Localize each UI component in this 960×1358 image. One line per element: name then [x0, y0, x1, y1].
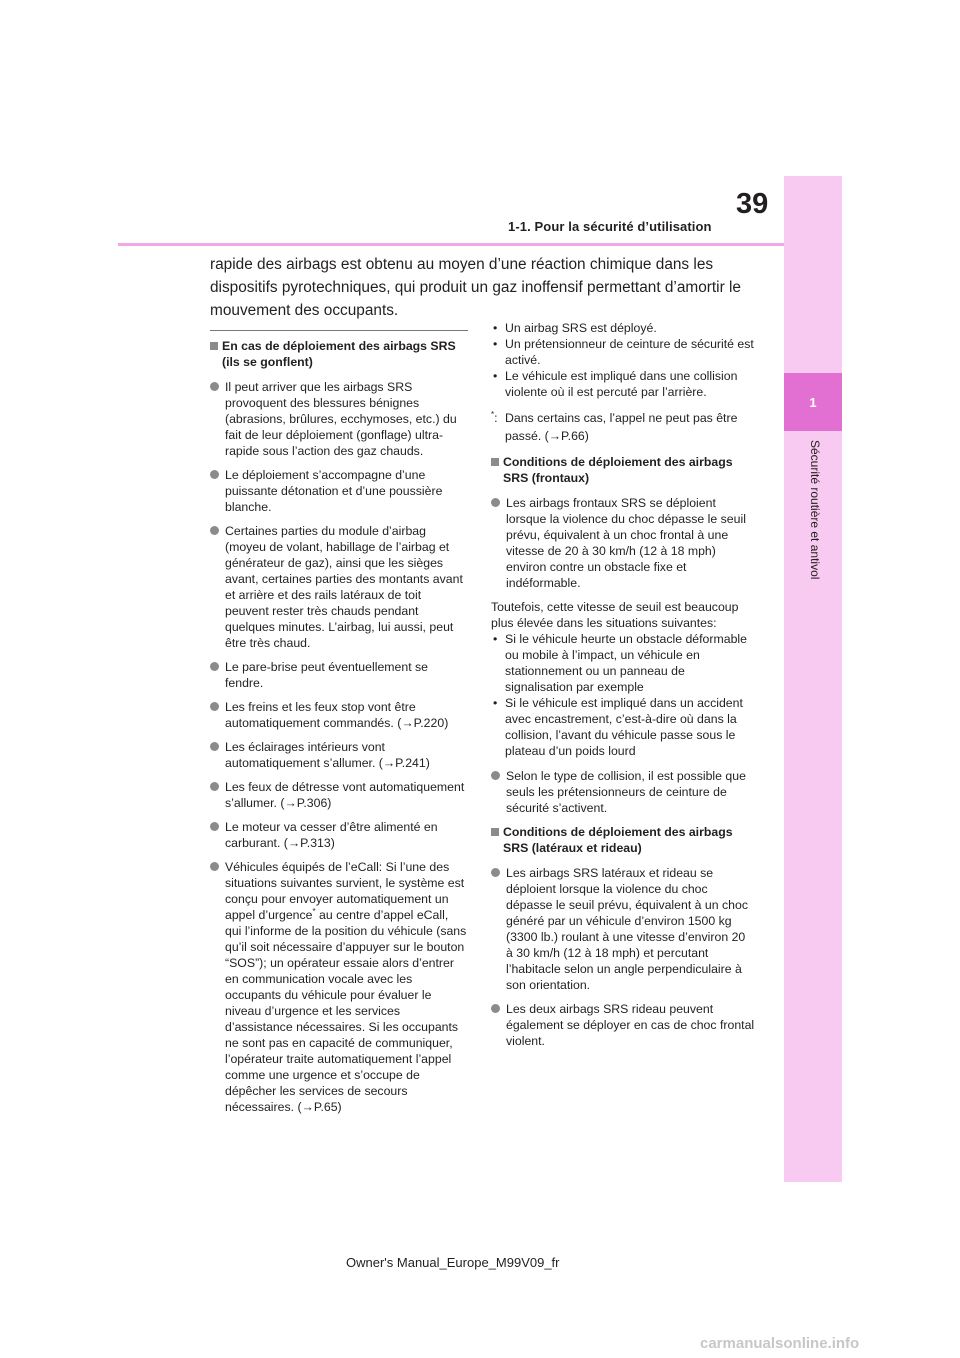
chapter-number-badge: 1 — [784, 373, 842, 431]
left-column — [210, 330, 468, 1123]
square-bullet-icon — [491, 828, 499, 836]
list-item — [210, 819, 468, 851]
circle-bullet-icon — [210, 782, 219, 791]
list-item — [210, 779, 468, 811]
column-rule — [210, 330, 468, 331]
chapter-side-label: Sécurité routière et antivol — [808, 440, 822, 580]
list-item: Les airbags SRS latéraux et rideau se déploient lorsque la violence du choc dépasse le seuil prévu, équivalent à un choc généré par un véhicule d’environ 1500 kg (3300 lb.) roulant à une vitesse d’environ 20 à 30 km/h (12 à 18 mph) et percutant l’habitacle selon un angle perpendiculaire à son orientation. — [491, 865, 755, 993]
circle-bullet-icon — [491, 771, 500, 780]
list-item — [210, 739, 468, 771]
page-footer: Owner's Manual_Europe_M99V09_fr — [346, 1255, 560, 1270]
bullet-item: • Si le véhicule heurte un obstacle déformable ou mobile à l’impact, un véhicule en stationnement ou un panneau de signalisation par exemple — [493, 632, 747, 694]
page-reference-text: Les éclairages intérieurs vont automatiquement s’allumer. (→P.241) — [225, 740, 430, 770]
threshold-conditions-list — [491, 631, 755, 759]
watermark: carmanualsonline.info — [700, 1335, 860, 1352]
circle-bullet-icon — [210, 526, 219, 535]
circle-bullet-icon — [491, 498, 500, 507]
list-item: Certaines parties du module d’airbag (moyeu de volant, habillage de l’airbag et générateur de gaz), ainsi que les sièges avant, certaines parties des montants avant et arrière et des rails latéraux de toit peuvent rester très chauds pendant quelques minutes. L’airbag, lui aussi, peut être très chaud. — [210, 523, 468, 651]
circle-bullet-icon — [210, 742, 219, 751]
list-item — [210, 699, 468, 731]
ecall-list-item: Véhicules équipés de l’eCall: Si l’une des situations suivantes survient, le système est conçu pour envoyer automatiquement un appel d’urgence* au centre d’appel eCall, qui l’informe de la position du véhicule (sans qu’il soit nécessaire d’appuyer sur le bouton “SOS”); un opérateur essaie alors d’entrer en communication vocale avec les occupants du véhicule pour évaluer le niveau d’urgence et les services d’assistance nécessaires. Si les occupants ne sont pas en capacité de communiquer, l’opérateur traite automatiquement l’appel comme une urgence et s’occupe de dépêcher les services de secours nécessaires. (→P.65) — [210, 859, 468, 1115]
page-reference-text: Le moteur va cesser d’être alimenté en carburant. (→P.313) — [225, 820, 438, 850]
section-title: 1-1. Pour la sécurité d’utilisation — [508, 219, 712, 234]
list-item: Les deux airbags SRS rideau peuvent également se déployer en cas de choc frontal violent. — [491, 1001, 755, 1049]
intro-paragraph: rapide des airbags est obtenu au moyen d’une réaction chimique dans les dispositifs pyrotechniques, qui produit un gaz inoffensif permettant d’amortir le mouvement des occupants. — [210, 256, 741, 319]
footnote-marker: * — [312, 907, 316, 916]
header-rule — [118, 243, 784, 246]
paragraph: Toutefois, cette vitesse de seuil est beaucoup plus élevée dans les situations suivantes: — [491, 600, 739, 630]
bullet-item: • Si le véhicule est impliqué dans un accident avec encastrement, c’est-à-dire où dans la collision, l’avant du véhicule passe sous le plateau d’un poids lourd — [493, 696, 743, 758]
page-reference-text: Les freins et les feux stop vont être automatiquement commandés. (→P.220) — [225, 700, 449, 730]
section-heading: En cas de déploiement des airbags SRS (ils se gonflent) — [210, 338, 468, 370]
square-bullet-icon — [210, 342, 218, 350]
circle-bullet-icon — [210, 822, 219, 831]
section-heading: Conditions de déploiement des airbags SRS (frontaux) — [491, 454, 755, 486]
circle-bullet-icon — [210, 662, 219, 671]
footnote: *: Dans certains cas, l’appel ne peut pas être passé. (→P.66) — [491, 410, 738, 443]
ecall-conditions-list — [491, 320, 755, 400]
circle-bullet-icon — [210, 702, 219, 711]
bullet-item: • Le véhicule est impliqué dans une collision violente où il est percuté par l’arrière. — [493, 369, 738, 399]
bullet-item: • Un airbag SRS est déployé. — [493, 321, 657, 335]
list-item: Les airbags frontaux SRS se déploient lorsque la violence du choc dépasse le seuil prévu, équivalent à un choc frontal à une vitesse de 20 à 30 km/h (12 à 18 mph) environ contre un obstacle fixe et indéformable. — [491, 495, 755, 591]
list-item: Le déploiement s’accompagne d’une puissante détonation et d’une poussière blanche. — [210, 467, 468, 515]
right-column — [491, 320, 755, 1057]
circle-bullet-icon — [491, 868, 500, 877]
bullet-item: • Un prétensionneur de ceinture de sécurité est activé. — [493, 337, 754, 367]
circle-bullet-icon — [491, 1004, 500, 1013]
page-reference-text: Les feux de détresse vont automatiquement s’allumer. (→P.306) — [225, 780, 465, 810]
section-heading: Conditions de déploiement des airbags SRS (latéraux et rideau) — [491, 824, 755, 856]
list-item: Selon le type de collision, il est possible que seuls les prétensionneurs de ceinture de sécurité s’activent. — [491, 768, 755, 816]
circle-bullet-icon — [210, 382, 219, 391]
square-bullet-icon — [491, 458, 499, 466]
list-item: Le pare-brise peut éventuellement se fendre. — [210, 659, 468, 691]
list-item: Il peut arriver que les airbags SRS provoquent des blessures bénignes (abrasions, brûlures, ecchymoses, etc.) du fait de leur déploiement (gonflage) ultra-rapide sous l’action des gaz chauds. — [210, 379, 468, 459]
circle-bullet-icon — [210, 470, 219, 479]
circle-bullet-icon — [210, 862, 219, 871]
page-number: 39 — [736, 188, 769, 220]
chapter-side-tab — [784, 176, 842, 1182]
